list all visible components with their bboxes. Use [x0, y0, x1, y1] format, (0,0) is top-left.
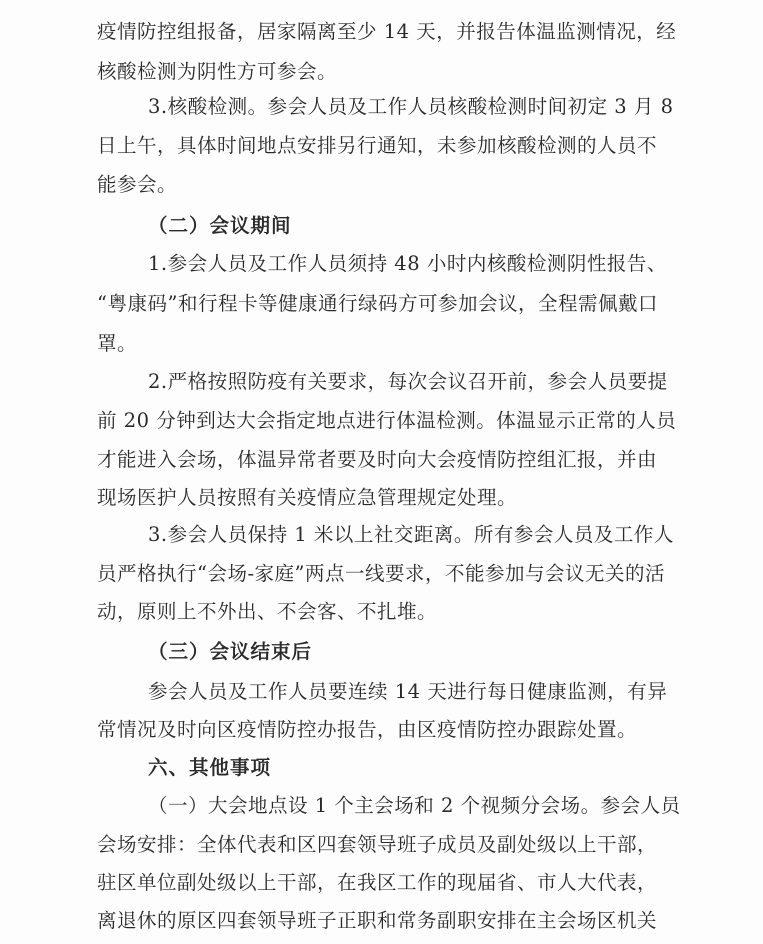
- section-heading: （三）会议结束后: [148, 640, 313, 663]
- body-line: 日上午，具体时间地点安排另行通知，未参加核酸检测的人员不: [97, 134, 658, 157]
- body-line: 常情况及时向区疫情防控办报告，由区疫情防控办跟踪处置。: [97, 718, 638, 741]
- body-line: 离退休的原区四套领导班子正职和常务副职安排在主会场区机关: [97, 909, 658, 932]
- body-line: 才能进入会场，体温异常者要及时向大会疫情防控组汇报，并由: [97, 448, 658, 471]
- body-line: 动，原则上不外出、不会客、不扎堆。: [97, 600, 438, 623]
- body-line: 能参会。: [97, 173, 178, 196]
- body-line: 参会人员及工作人员要连续 14 天进行每日健康监测，有异: [148, 680, 668, 703]
- body-line: 驻区单位副处级以上干部，在我区工作的现届省、市人大代表，: [97, 871, 658, 894]
- body-line: 3.参会人员保持 1 米以上社交距离。所有参会人员及工作人: [148, 523, 674, 546]
- section-heading: （二）会议期间: [148, 214, 292, 237]
- body-line: 前 20 分钟到达大会指定地点进行体温检测。体温显示正常的人员: [97, 409, 677, 432]
- chapter-heading: 六、其他事项: [148, 756, 272, 779]
- body-line: 3.核酸检测。参会人员及工作人员核酸检测时间初定 3 月 8: [148, 95, 674, 118]
- body-line: 现场医护人员按照有关疫情应急管理规定处理。: [97, 486, 518, 509]
- body-line: 会场安排：全体代表和区四套领导班子成员及副处级以上干部，: [97, 833, 658, 856]
- body-line: 2.严格按照防疫有关要求，每次会议召开前，参会人员要提: [148, 370, 668, 393]
- body-line: 1.参会人员及工作人员须持 48 小时内核酸检测阴性报告、: [148, 252, 667, 275]
- body-line: 罩。: [97, 332, 138, 355]
- body-line: “粤康码”和行程卡等健康通行绿码方可参加会议，全程需佩戴口: [97, 292, 658, 315]
- body-line: （一）大会地点设 1 个主会场和 2 个视频分会场。参会人员: [148, 794, 681, 817]
- body-line: 疫情防控组报备，居家隔离至少 14 天，并报告体温监测情况，经: [97, 20, 677, 43]
- body-line: 员严格执行“会场-家庭”两点一线要求，不能参加与会议无关的活: [97, 562, 666, 585]
- body-line: 核酸检测为阴性方可参会。: [97, 60, 338, 83]
